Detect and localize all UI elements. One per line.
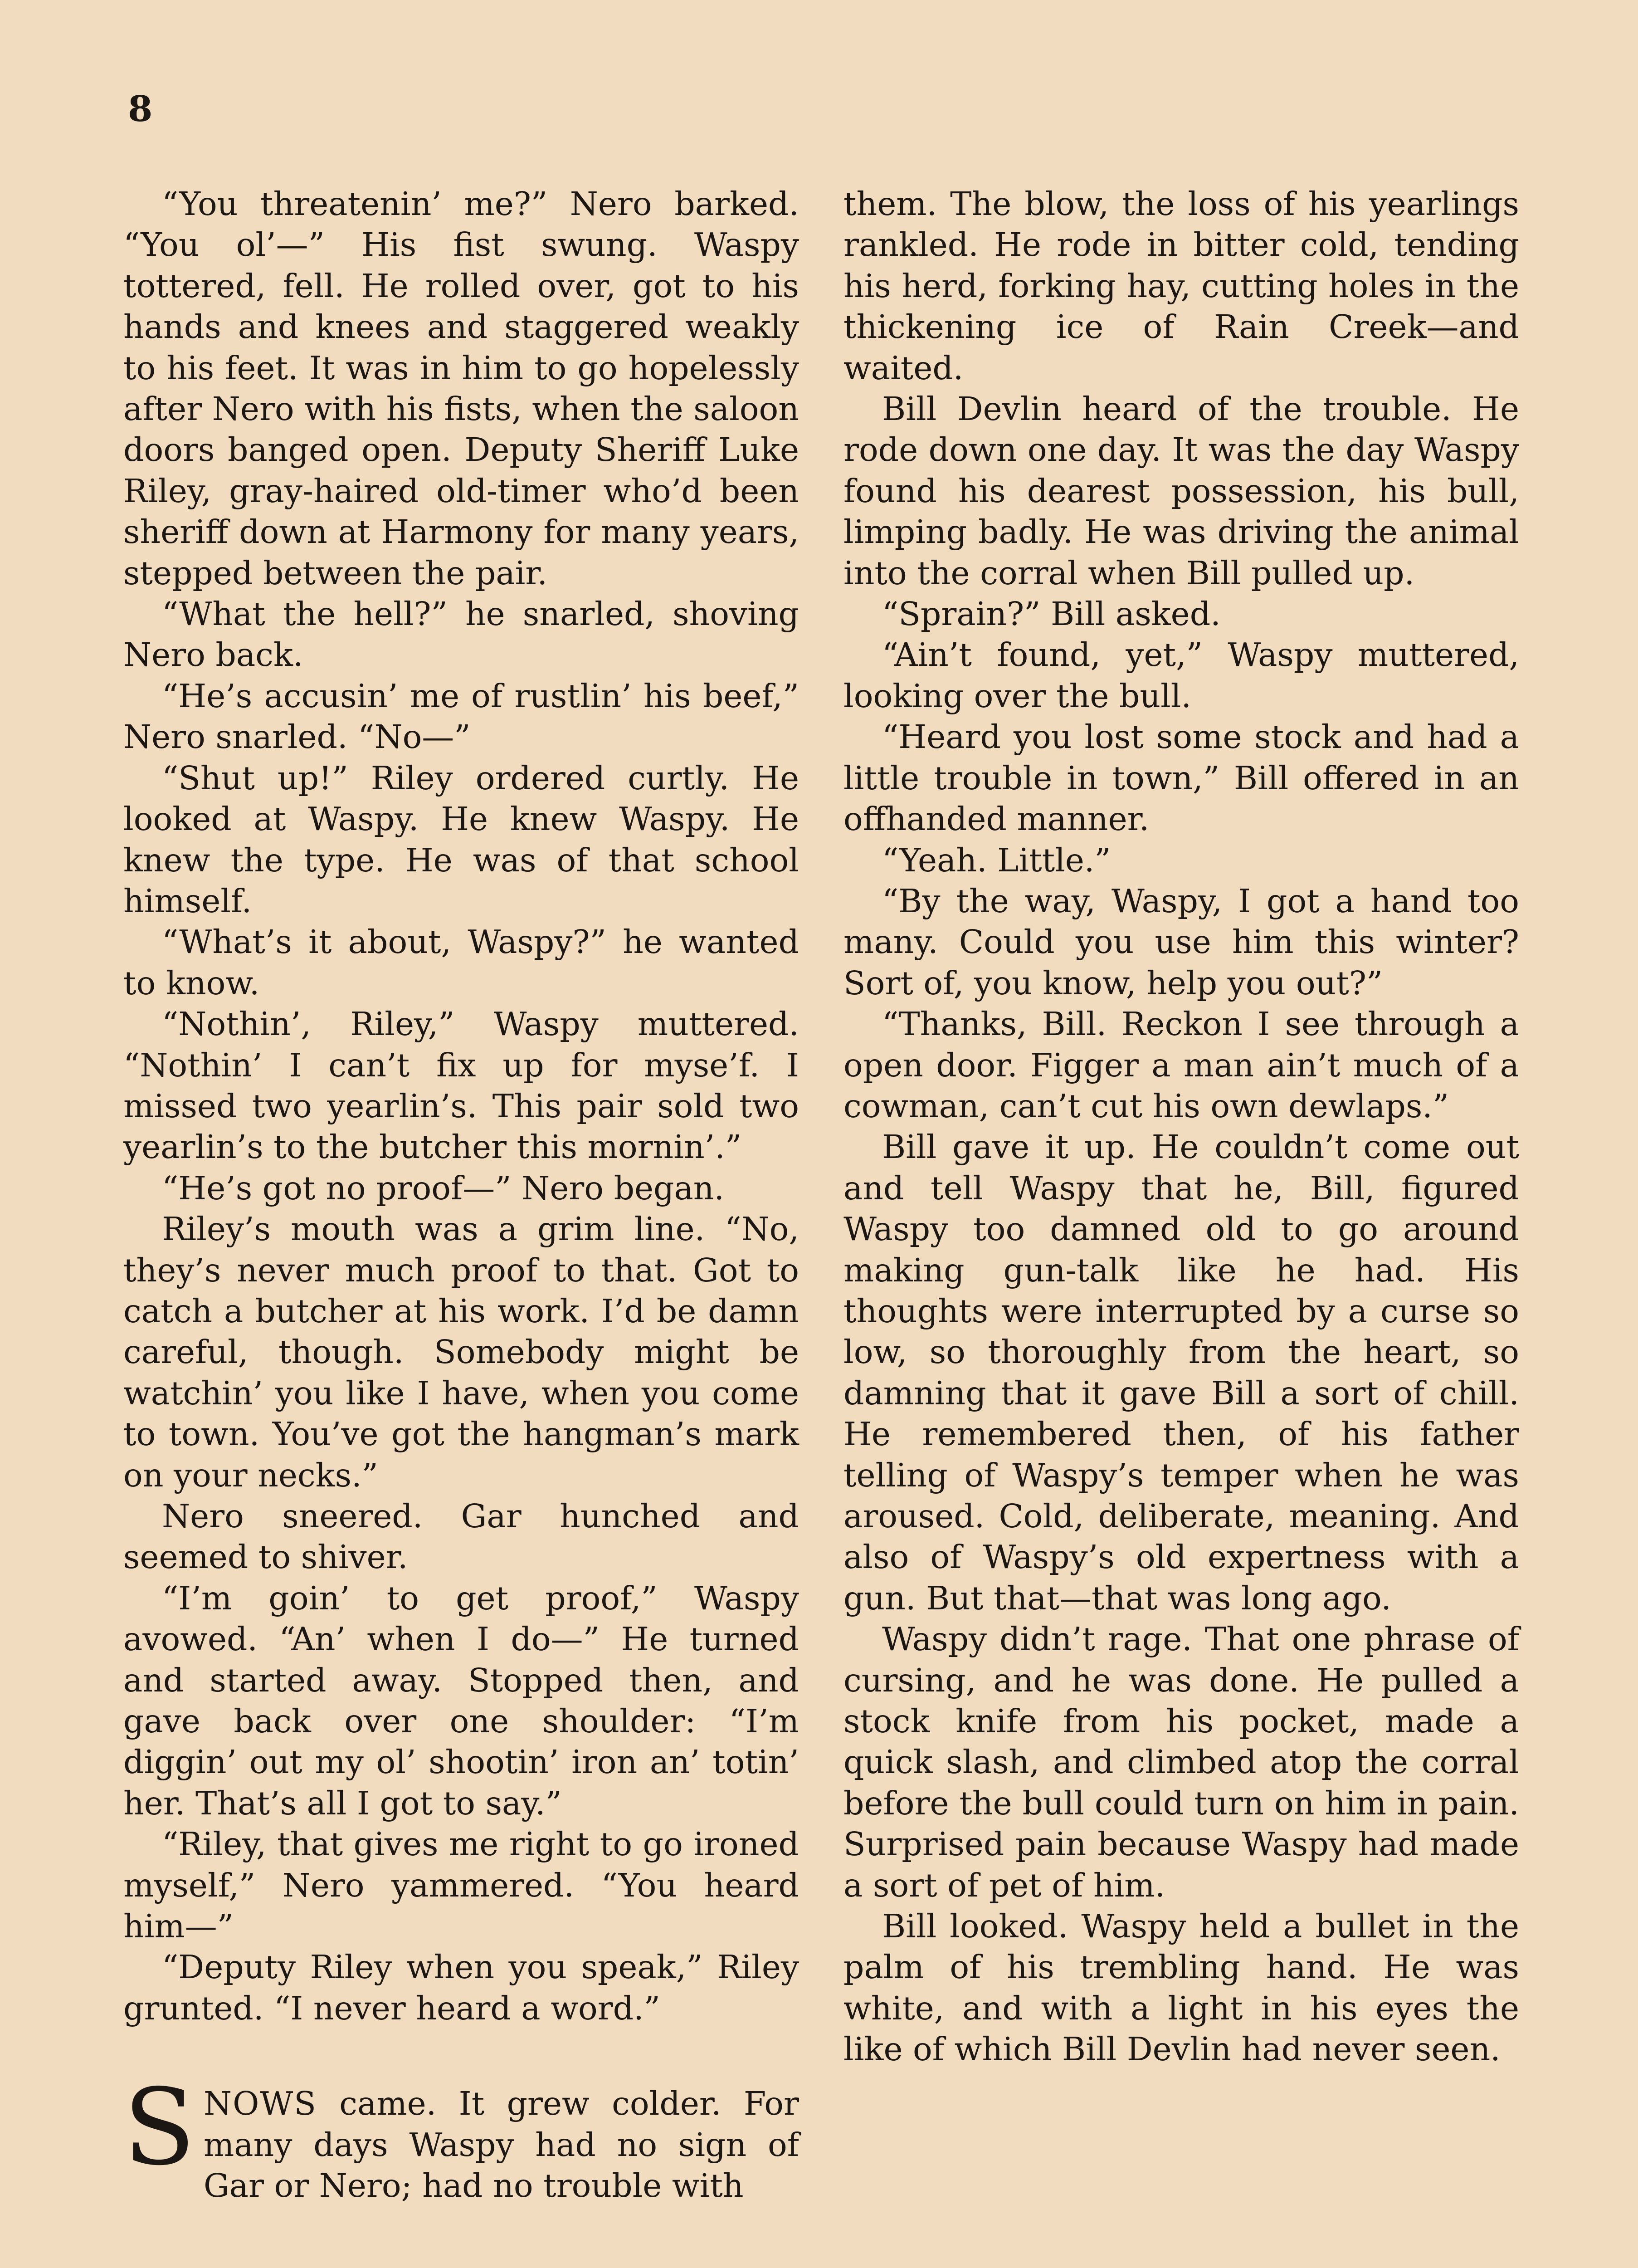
paragraph: “Sprain?” Bill asked. (882, 595, 1221, 633)
paragraph: “Thanks, Bill. Reckon I see through a open door. Figger a man ain’t much of a cowman, can’t cut his own dewlaps.” (843, 1005, 1519, 1125)
paragraph: “What the hell?” he snarled, shoving Nero back. (123, 595, 799, 674)
drop-cap: S (123, 2066, 195, 2189)
paragraph: “By the way, Waspy, I got a hand too many. Could you use him this winter? Sort of, you know, help you out?” (843, 882, 1519, 1002)
paragraph: “Riley, that gives me right to go ironed myself,” Nero yammered. “You heard him—” (123, 1825, 799, 1945)
paragraph: Bill looked. Waspy held a bullet in the palm of his trembling hand. He was white, and with a light in his eyes the like of which Bill Devlin had never seen. (843, 1907, 1519, 2068)
paragraph: “What’s it about, Waspy?” he wanted to know. (123, 923, 799, 1002)
paragraph: “You threatenin’ me?” Nero barked. “You ol’—” His fist swung. Waspy tottered, fell. He rolled over, got to his hands and knees and staggered weakly to his feet. It was in him to go hopelessly after Nero with his fists, when the saloon doors banged open. Deputy Sheriff Luke Riley, gray-haired old-timer who’d been sheriff down at Harmony for many years, stepped between the pair. (123, 185, 799, 592)
paragraph: Nero sneered. Gar hunched and seemed to shiver. (123, 1497, 799, 1576)
paragraph: “He’s got no proof—” Nero began. (162, 1169, 725, 1207)
paragraph: “Nothin’, Riley,” Waspy muttered. “Nothin’ I can’t fix up for myse’f. I missed two yearlin’s. This pair sold two yearlin’s to the butcher this mornin’.” (123, 1005, 799, 1166)
paragraph: Bill Devlin heard of the trouble. He rode down one day. It was the day Waspy found his dearest possession, his bull, limping badly. He was driving the animal into the corral when Bill pulled up. (843, 390, 1519, 592)
paragraph: “Ain’t found, yet,” Waspy muttered, looking over the bull. (843, 636, 1519, 715)
right-column (843, 184, 1519, 2070)
paragraph: Riley’s mouth was a grim line. “No, they’s never much proof to that. Got to catch a butcher at his work. I’d be damn careful, though. Somebody might be watchin’ you like I have, when you come to town. You’ve got the hangman’s mark on your necks.” (123, 1210, 799, 1494)
paragraph: “Shut up!” Riley ordered curtly. He looked at Waspy. He knew Waspy. He knew the type. He was of that school himself. (123, 759, 799, 920)
paragraph: “I’m goin’ to get proof,” Waspy avowed. “An’ when I do—” He turned and started away. Stopped then, and gave back over one shoulder: “I’m diggin’ out my ol’ shootin’ iron an’ totin’ her. That’s all I got to say.” (123, 1579, 799, 1822)
continued-paragraph: them. The blow, the loss of his yearlings rankled. He rode in bitter cold, tending his herd, forking hay, cutting holes in the thickening ice of Rain Creek—and waited. (843, 185, 1519, 387)
section-text: came. It grew colder. For many days Waspy had no sign of Gar or Nero; had no trouble with (203, 2085, 799, 2205)
paragraph: Waspy didn’t rage. That one phrase of cursing, and he was done. He pulled a stock knife from his pocket, made a quick slash, and climbed atop the corral before the bull could turn on him in pain. Surprised pain because Waspy had made a sort of pet of him. (843, 1620, 1519, 1904)
paragraph: “He’s accusin’ me of rustlin’ his beef,” Nero snarled. “No—” (123, 677, 799, 756)
paragraph: “Yeah. Little.” (882, 841, 1111, 879)
paragraph: “Deputy Riley when you speak,” Riley grunted. “I never heard a word.” (123, 1948, 799, 2027)
paragraph: “Heard you lost some stock and had a little trouble in town,” Bill offered in an offhanded manner. (843, 718, 1519, 838)
paragraph: Bill gave it up. He couldn’t come out and tell Waspy that he, Bill, figured Waspy too damned old to go around making gun-talk like he had. His thoughts were interrupted by a curse so low, so thoroughly from the heart, so damning that it gave Bill a sort of chill. He remembered then, of his father telling of Waspy’s temper when he was aroused. Cold, deliberate, meaning. And also of Waspy’s old expertness with a gun. But that—that was long ago. (843, 1128, 1519, 1617)
page-number: 8 (128, 88, 153, 130)
section-lead-word: NOWS (203, 2085, 317, 2123)
section-opening-paragraph (123, 2066, 799, 2206)
left-column (123, 184, 799, 2207)
